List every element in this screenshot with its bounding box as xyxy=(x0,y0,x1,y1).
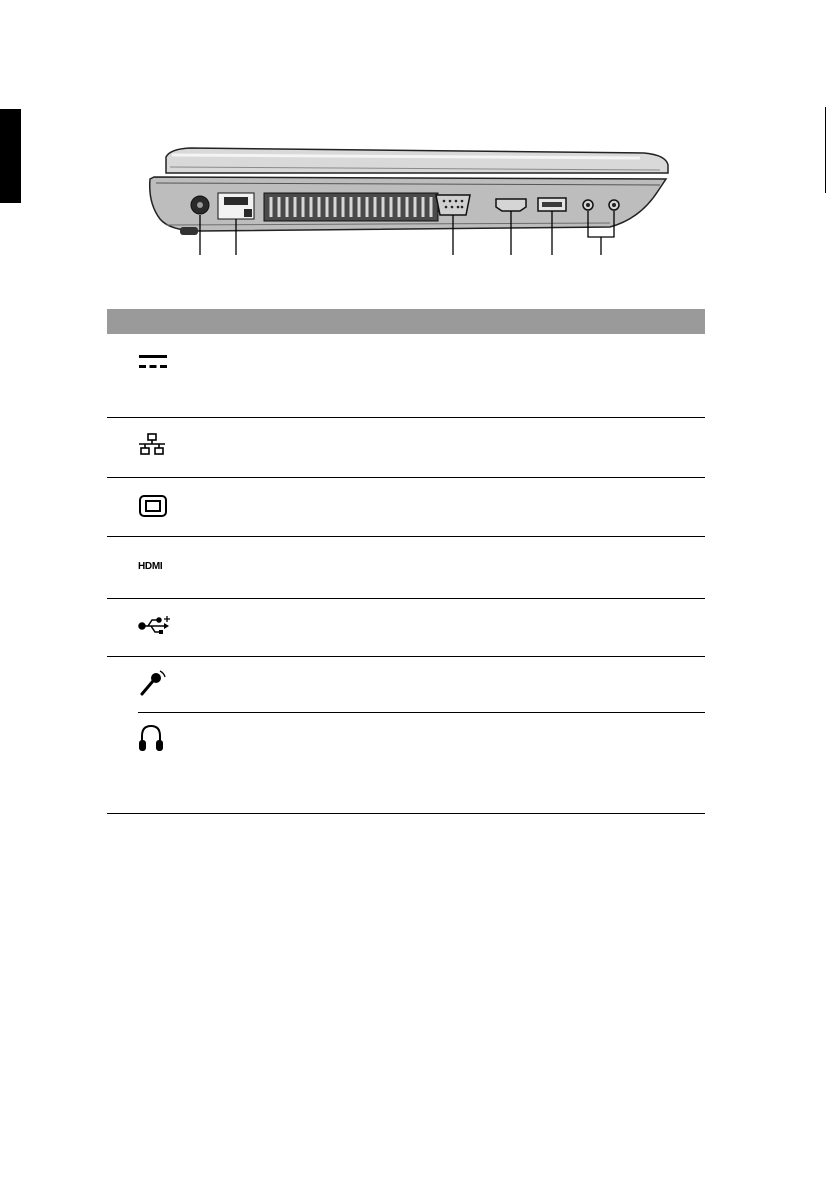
table-row xyxy=(107,418,705,478)
dc-power-icon xyxy=(138,353,168,373)
usb-icon xyxy=(138,615,172,637)
vent-grille xyxy=(264,193,438,221)
table-header xyxy=(107,309,705,334)
page-edge-rule xyxy=(825,107,826,193)
table-row xyxy=(107,334,705,418)
laptop-right-side-figure xyxy=(140,127,670,287)
chapter-side-tab xyxy=(0,109,21,203)
hdmi-icon xyxy=(138,559,170,571)
vga-port-icon xyxy=(138,494,168,518)
ethernet-icon xyxy=(138,433,166,457)
table-row xyxy=(107,657,705,814)
row-divider xyxy=(138,712,705,713)
table-row xyxy=(107,537,705,599)
hdmi-icon-text: HDMI xyxy=(138,561,163,571)
table-row xyxy=(107,478,705,537)
table-row xyxy=(107,599,705,657)
microphone-icon xyxy=(138,669,166,697)
headphones-icon xyxy=(138,723,164,753)
ports-table xyxy=(107,309,705,814)
